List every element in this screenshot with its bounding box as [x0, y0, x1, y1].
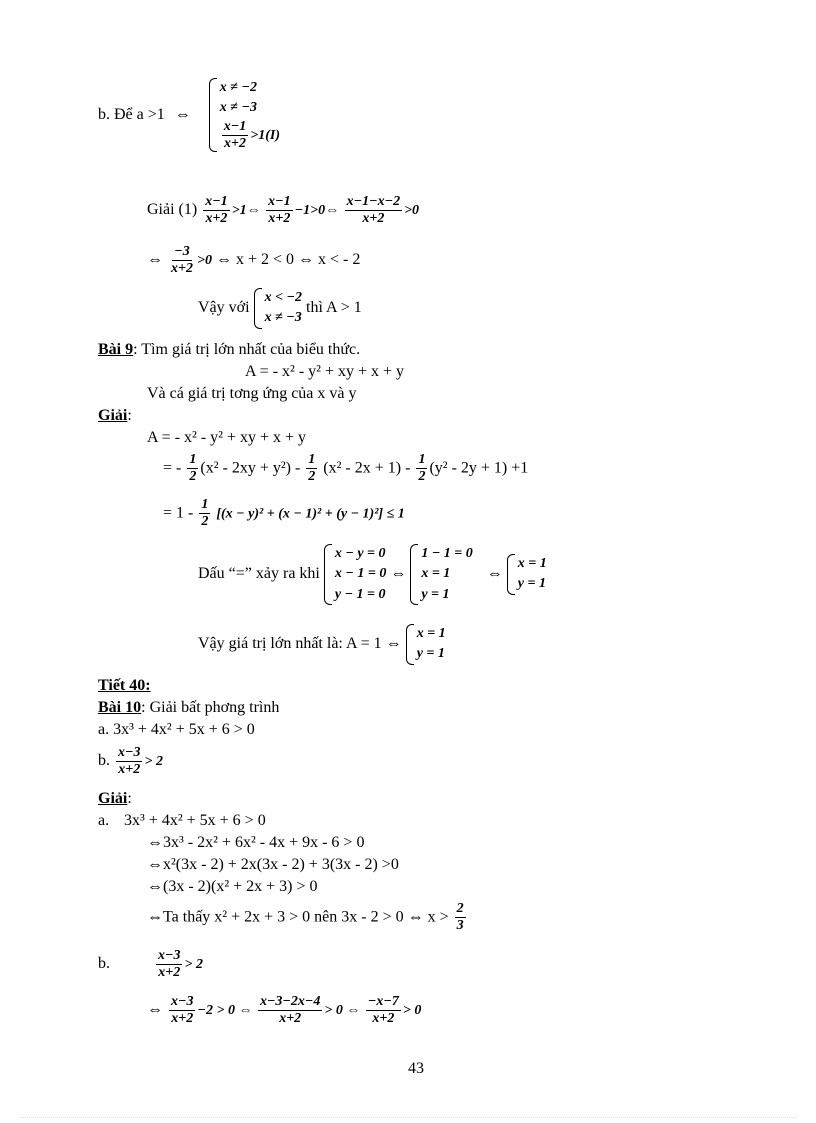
part-label: a.	[98, 812, 110, 829]
math-text: > 0 ⇔	[324, 1002, 361, 1018]
exercise-text: : Giải bất phơng trình	[141, 699, 280, 716]
system-row: x = 1	[416, 626, 446, 641]
fraction-numerator: x−3	[116, 745, 142, 762]
solve-label: Giải (1)	[147, 200, 198, 218]
fraction-denominator: x+2	[171, 1011, 194, 1027]
fraction-denominator: x+2	[362, 211, 385, 227]
b-label: b. Để a >1	[98, 105, 165, 123]
math-text: 3x³ + 4x² + 5x + 6 > 0	[124, 812, 266, 829]
math-text: >0	[404, 202, 420, 218]
equality-condition	[198, 544, 547, 605]
fraction-denominator: x+2	[279, 1011, 302, 1027]
brace-icon	[410, 544, 418, 605]
solution-title: Giải	[98, 407, 128, 424]
fraction-numerator: 1	[416, 452, 427, 469]
solution-colon: :	[127, 790, 132, 807]
fraction-numerator: x−3	[169, 994, 195, 1011]
fraction-denominator: x+2	[224, 135, 247, 151]
system-row: y − 1 = 0	[334, 586, 386, 602]
system-row: y = 1	[517, 576, 546, 592]
fraction-denominator: x+2	[171, 261, 193, 277]
exercise-text: : Tìm giá trị lớn nhất của biểu thức.	[133, 341, 361, 358]
math-bracket: [(x − y)² + (x − 1)² + (y − 1)²] ≤ 1	[216, 506, 405, 522]
math-text: (x² - 2xy + y²) -	[200, 459, 301, 477]
solution-title: Giải	[98, 790, 128, 807]
exercise-title: Bài 10	[98, 699, 142, 716]
fraction-denominator: x+2	[158, 965, 181, 981]
math-text: −2 > 0 ⇔	[197, 1002, 253, 1018]
fraction-denominator: x+2	[118, 762, 141, 778]
system-row: x − 1 = 0	[334, 566, 387, 582]
brace-icon	[507, 554, 515, 595]
solution-line	[163, 497, 405, 530]
exercise-expression: A = - x² - y² + xy + x + y	[245, 363, 405, 380]
solve-step-1	[147, 194, 419, 227]
fraction-numerator: x−1	[222, 119, 248, 136]
solution-line	[163, 452, 528, 485]
exercise-title: Bài 9	[98, 341, 134, 358]
solution-line: ⇔(3x - 2)(x² + 2x + 3) > 0	[147, 878, 318, 895]
condition-row: x ≠ −3	[264, 310, 302, 326]
system-row: x − y = 0	[334, 546, 386, 561]
conclusion-post: thì A > 1	[306, 299, 362, 317]
exercise-text: Và cá giá trị tơng ứng của x và y	[147, 385, 357, 402]
solution-line	[147, 901, 468, 934]
brace-icon	[324, 544, 332, 605]
fraction-denominator: x+2	[372, 1011, 395, 1027]
system-row: x = 1	[421, 566, 451, 582]
fraction-numerator: −x−7	[366, 994, 401, 1011]
brace-icon	[406, 624, 414, 665]
page-number: 43	[408, 1060, 424, 1077]
fraction-numerator: x−3	[156, 948, 182, 965]
max-pre: Vậy giá trị lớn nhất là: A = 1 ⇔	[198, 635, 402, 653]
condition-row: x ≠ −3	[219, 100, 257, 116]
giai10-heading	[98, 790, 132, 808]
solution-line	[98, 948, 203, 981]
math-text: >1⇔	[231, 202, 261, 218]
bai10-heading	[98, 699, 279, 717]
conclusion-pre: Vậy với	[198, 299, 250, 317]
fraction-denominator: 2	[308, 469, 316, 485]
fraction-denominator: 2	[201, 514, 209, 530]
system-row: y = 1	[416, 646, 445, 662]
fraction-numerator: −3	[172, 244, 191, 261]
math-text: > 0	[402, 1002, 422, 1018]
system-row: x = 1	[517, 556, 547, 572]
brace-icon	[209, 78, 217, 152]
iff-symbol: ⇔	[147, 1000, 163, 1018]
fraction-numerator: x−1	[266, 194, 292, 211]
giai9-heading	[98, 407, 132, 425]
fraction-numerator: x−3−2x−4	[258, 994, 322, 1011]
part-label: b.	[98, 954, 110, 972]
bai9-heading	[98, 341, 360, 359]
math-text: (y² - 2y + 1) +1	[429, 459, 529, 477]
page-divider	[20, 1117, 796, 1118]
fraction-numerator: x−1	[203, 194, 229, 211]
fraction-numerator: 1	[199, 497, 210, 514]
solution-line	[147, 994, 421, 1027]
fraction-numerator: 2	[455, 901, 466, 918]
math-text: >0	[196, 252, 212, 268]
solution-line	[98, 812, 266, 830]
equality-pre: Dấu “=” xảy ra khi	[198, 565, 320, 583]
math-text: −1>0⇔	[294, 202, 340, 218]
lesson-heading: Tiết 40:	[98, 677, 151, 694]
solve-rest: ⇔ x + 2 < 0 ⇔ x < - 2	[215, 250, 361, 268]
fraction-denominator: 2	[189, 469, 197, 485]
solve-step-2	[147, 244, 360, 277]
exercise-part-a: a. 3x³ + 4x² + 5x + 6 > 0	[98, 721, 255, 738]
iff-symbol: ⇔	[486, 565, 503, 583]
max-conclusion	[198, 624, 446, 665]
part-label: b.	[98, 751, 110, 769]
b-condition	[98, 78, 280, 152]
condition-system	[209, 78, 280, 152]
iff-symbol: ⇔	[390, 565, 407, 583]
solution-line: ⇔x²(3x - 2) + 2x(3x - 2) + 3(3x - 2) >0	[147, 856, 399, 873]
fraction-numerator: 1	[306, 452, 317, 469]
fraction-tail: >1(I)	[250, 127, 281, 143]
iff-symbol: ⇔	[174, 105, 191, 123]
conclusion-1	[198, 288, 362, 329]
iff-symbol: ⇔	[147, 250, 163, 268]
solution-colon: :	[127, 407, 132, 424]
exercise-part-b	[98, 745, 163, 778]
fraction-denominator: 3	[456, 918, 464, 934]
condition-row: x < −2	[264, 290, 303, 305]
math-text: > 2	[184, 956, 203, 972]
math-text: > 2	[144, 753, 163, 769]
fraction-denominator: x+2	[268, 211, 291, 227]
fraction-denominator: x+2	[205, 211, 228, 227]
math-text: (x² - 2x + 1) -	[323, 459, 411, 477]
system-row: 1 − 1 = 0	[421, 546, 473, 561]
fraction-numerator: x−1−x−2	[345, 194, 402, 211]
math-text: = -	[163, 459, 182, 477]
fraction-numerator: 1	[187, 452, 198, 469]
solution-line: ⇔3x³ - 2x² + 6x² - 4x + 9x - 6 > 0	[147, 834, 365, 851]
brace-icon	[254, 288, 262, 329]
math-text: ⇔Ta thấy x² + 2x + 3 > 0 nên 3x - 2 > 0 ⇔ x >	[147, 908, 449, 926]
condition-row: x ≠ −2	[219, 80, 257, 95]
solution-line: A = - x² - y² + xy + x + y	[147, 429, 307, 446]
fraction-denominator: 2	[418, 469, 426, 485]
math-text: = 1 -	[163, 504, 194, 522]
system-row: y = 1	[421, 586, 450, 602]
